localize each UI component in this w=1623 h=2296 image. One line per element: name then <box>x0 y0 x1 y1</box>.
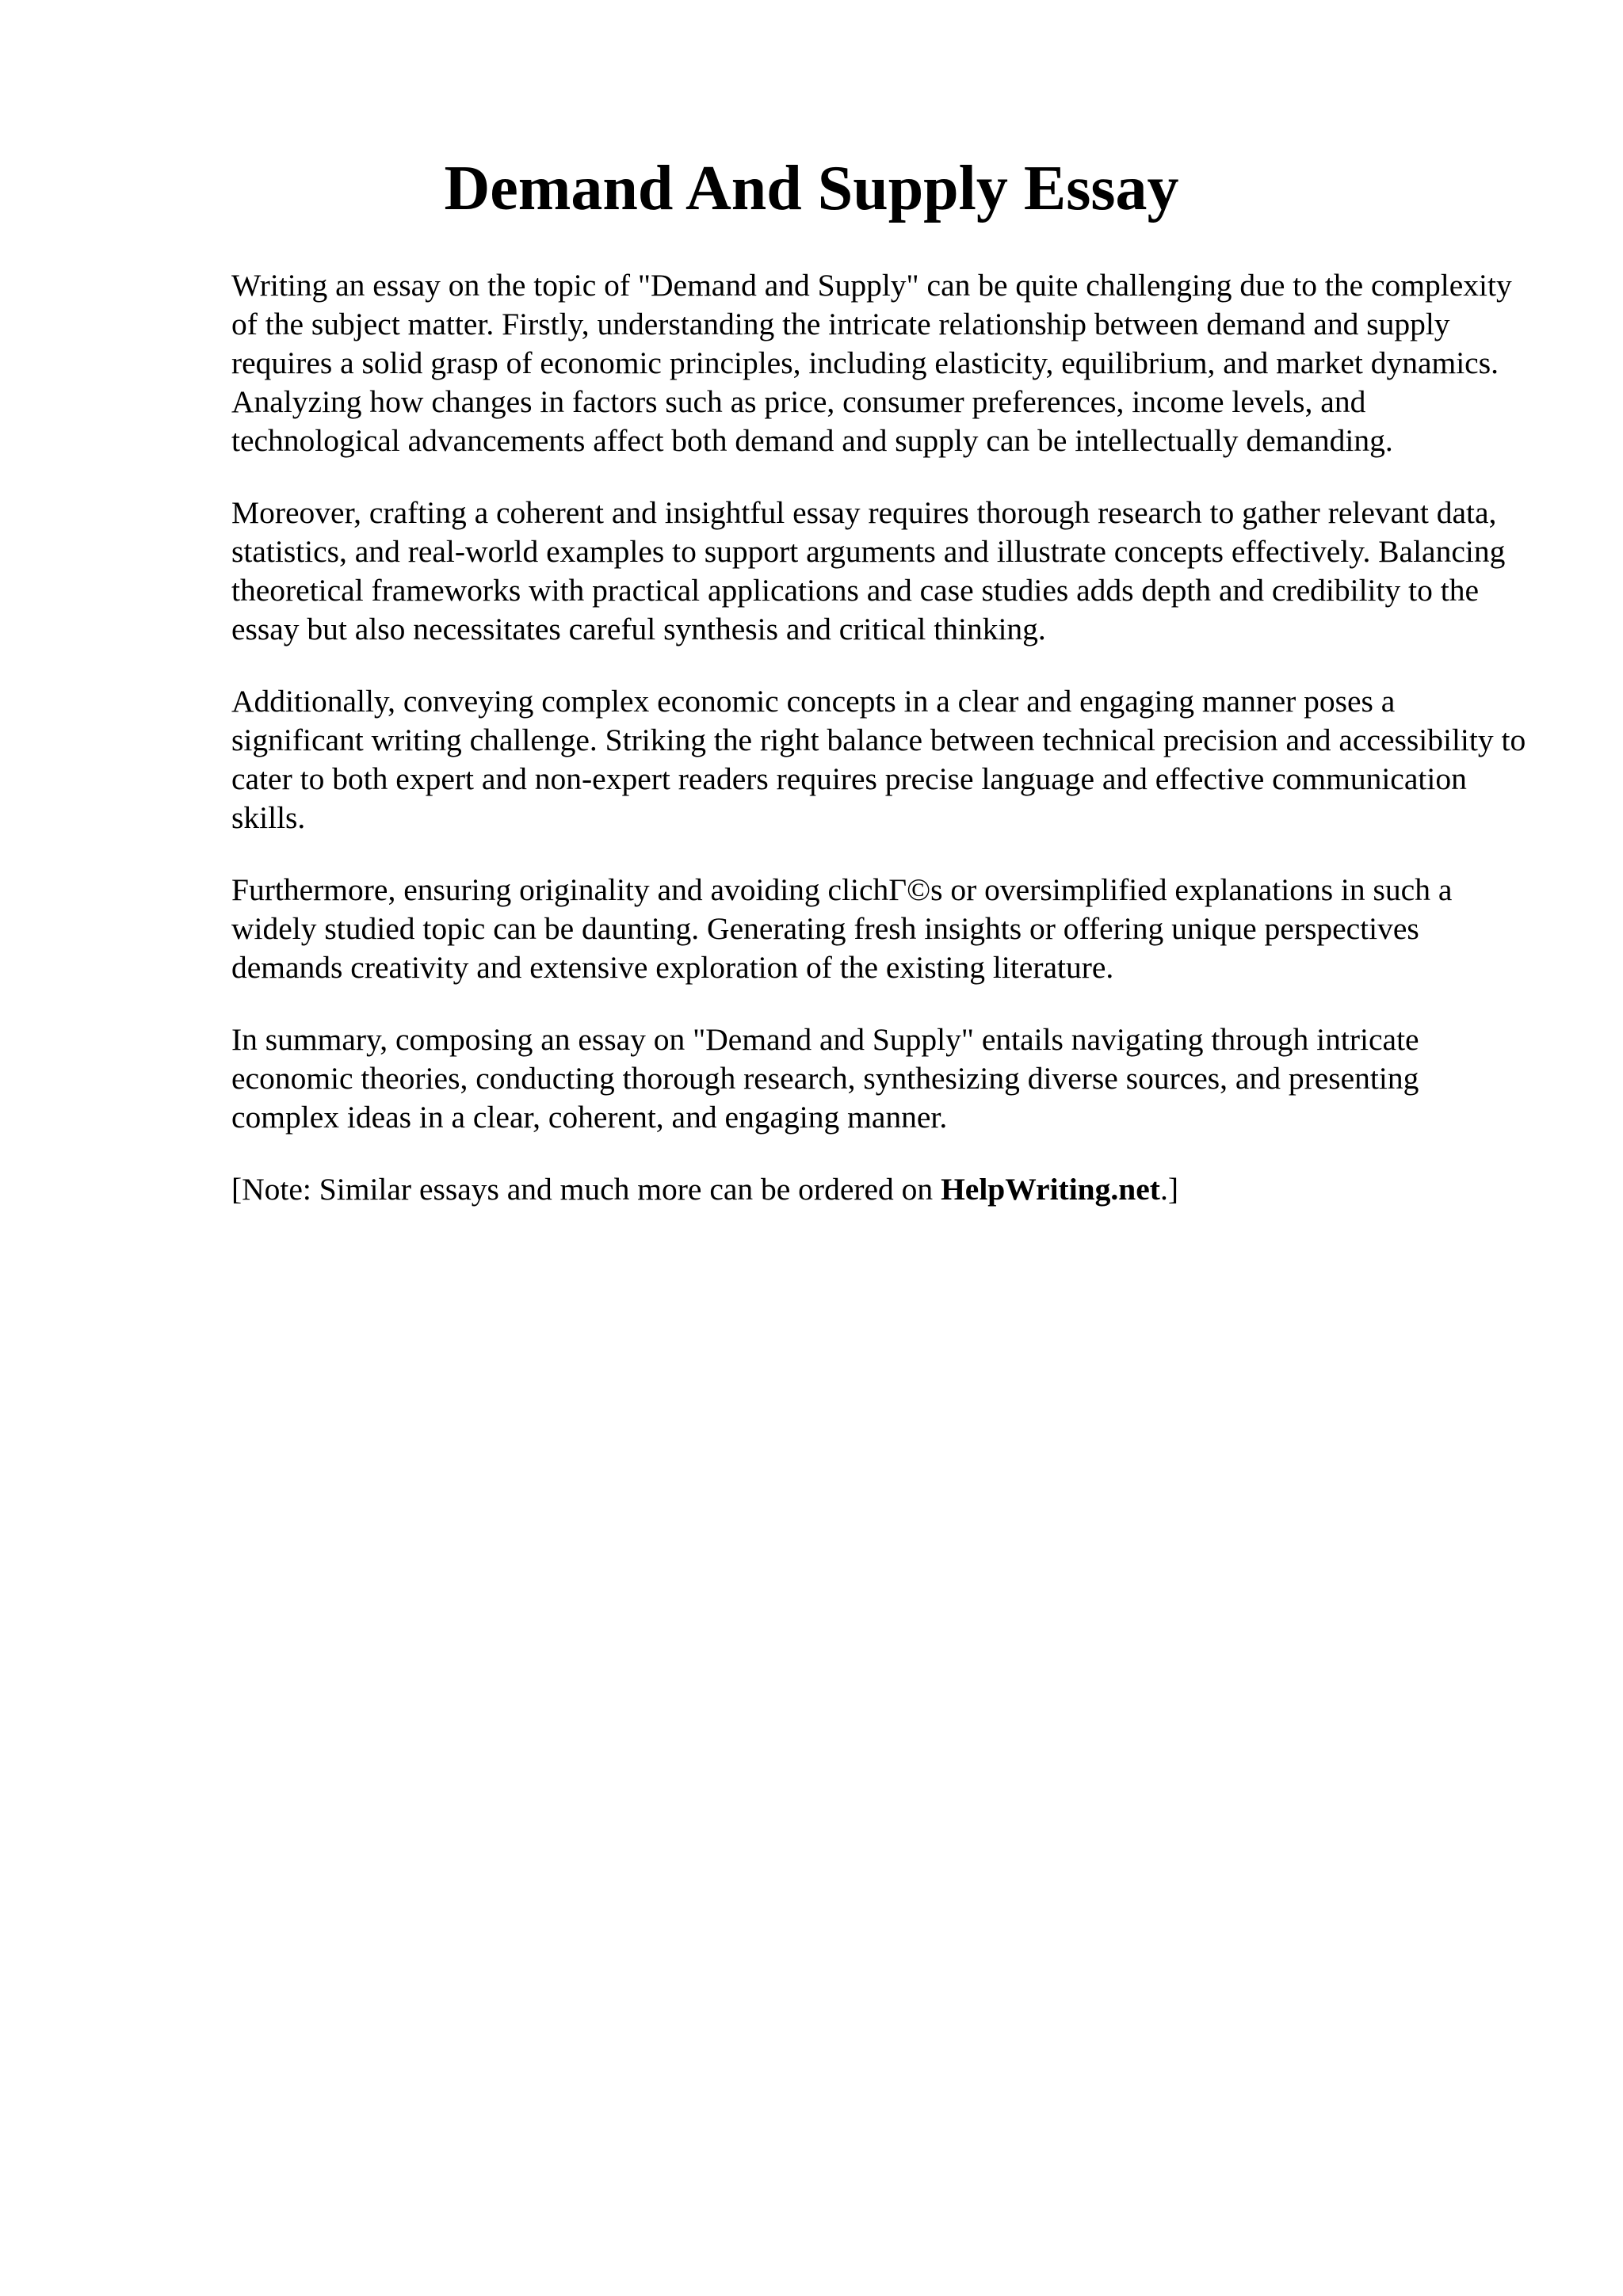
paragraph-summary: In summary, composing an essay on "Demand and Supply" entails navigating through intricate economic theories, conducting thorough research, synthesizing diverse sources, and presenting complex ideas in a clear, coherent, and engaging manner. <box>231 1022 1419 1135</box>
page-title: Demand And Supply Essay <box>444 154 1179 223</box>
note-suffix: .] <box>1159 1172 1178 1207</box>
essay-body <box>231 266 1531 1242</box>
note-prefix: [Note: Similar essays and much more can be ordered on <box>231 1172 941 1207</box>
paragraph-originality: Furthermore, ensuring originality and avoiding clichГ©s or oversimplified explanations in such a widely studied topic can be daunting. Generating fresh insights or offering unique perspectives demands creativity and extensive exploration of the existing literature. <box>231 872 1453 985</box>
note-line <box>231 1170 1531 1209</box>
paragraph-research: Moreover, crafting a coherent and insightful essay requires thorough research to gather relevant data, statistics, and real-world examples to support arguments and illustrate concepts effectively. Balancing theoretical frameworks with practical applications and case studies adds depth and credibility to the essay but also necessitates careful synthesis and critical thinking. <box>231 495 1506 646</box>
paragraph-intro: Writing an essay on the topic of "Demand and Supply" can be quite challenging due to the complexity of the subject matter. Firstly, understanding the intricate relationship between demand and supply requires a solid grasp of economic principles, including elasticity, equilibrium, and market dynamics. Analyzing how changes in factors such as price, consumer preferences, income levels, and technological advancements affect both demand and supply can be intellectually demanding. <box>231 268 1512 458</box>
brand-name: HelpWriting.net <box>941 1172 1160 1207</box>
paragraph-clarity: Additionally, conveying complex economic concepts in a clear and engaging manner poses a significant writing challenge. Striking the right balance between technical precision and accessibility to cater to both expert and non-expert readers requires precise language and effective communication skills. <box>231 684 1526 835</box>
